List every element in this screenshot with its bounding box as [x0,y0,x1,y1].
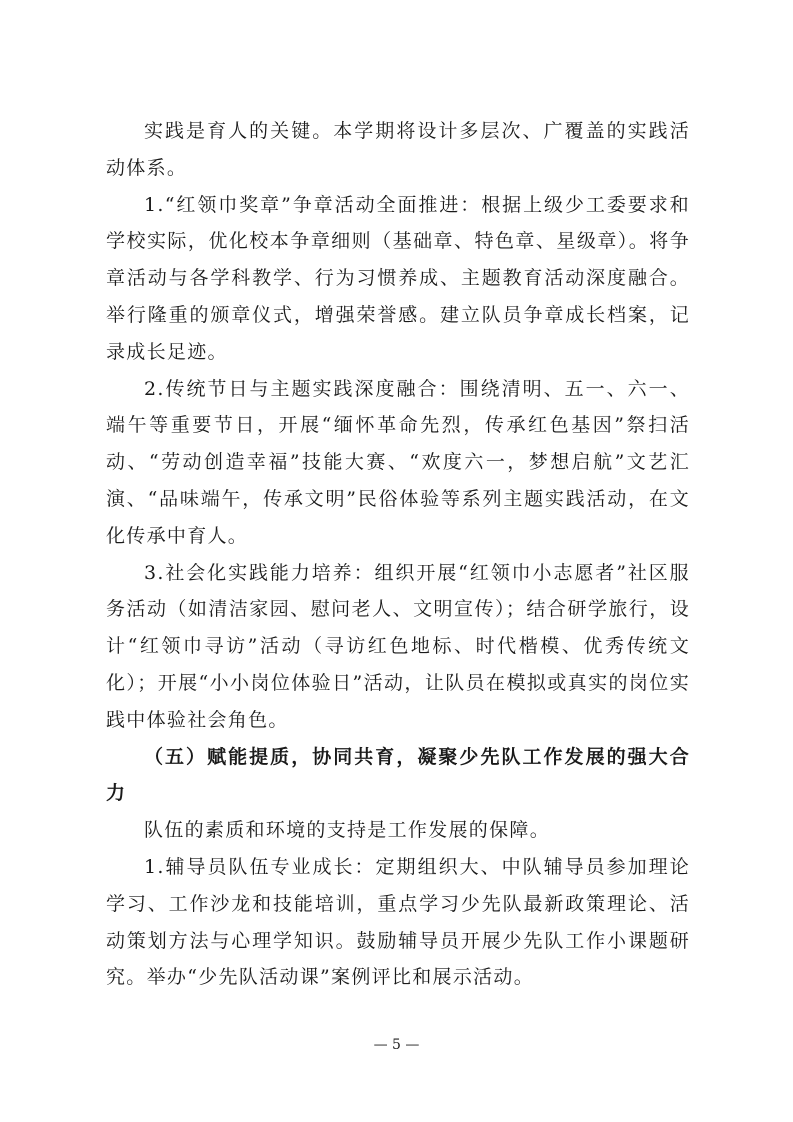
paragraph-counselor-growth: 1.辅导员队伍专业成长：定期组织大、中队辅导员参加理论学习、工作沙龙和技能培训，重点学习少先队最新政策理论、活动策划方法与心理学知识。鼓励辅导员开展少先队工作小课题研究。举办“少先队活动课”案例评比和展示活动。 [106,855,690,989]
section-heading-five: （五）赋能提质，协同共育，凝聚少先队工作发展的强大合力 [106,745,690,805]
paragraph-practice-intro: 实践是育人的关键。本学期将设计多层次、广覆盖的实践活动体系。 [106,120,690,179]
document-body [106,113,690,996]
paragraph-badge-activity: 1.“红领巾奖章”争章活动全面推进：根据上级少工委要求和学校实际，优化校本争章细则（基础章、特色章、星级章）。将争章活动与各学科教学、行为习惯养成、主题教育活动深度融合。举行隆重的颁章仪式，增强荣誉感。建立队员争章成长档案，记录成长足迹。 [106,193,690,363]
paragraph-team-intro: 队伍的素质和环境的支持是工作发展的保障。 [144,819,551,842]
paragraph-social-practice: 3.社会化实践能力培养：组织开展“红领巾小志愿者”社区服务活动（如清洁家园、慰问老人、文明宣传）；结合研学旅行，设计“红领巾寻访”活动（寻访红色地标、时代楷模、优秀传统文化）；开展“小小岗位体验日”活动，让队员在模拟或真实的岗位实践中体验社会角色。 [106,561,690,731]
page-number: — 5 — [373,1037,420,1053]
paragraph-festival-practice: 2.传统节日与主题实践深度融合：围绕清明、五一、六一、端午等重要节日，开展“缅怀革命先烈，传承红色基因”祭扫活动、“劳动创造幸福”技能大赛、“欢度六一，梦想启航”文艺汇演、“品味端午，传承文明”民俗体验等系列主题实践活动，在文化传承中育人。 [106,377,690,547]
